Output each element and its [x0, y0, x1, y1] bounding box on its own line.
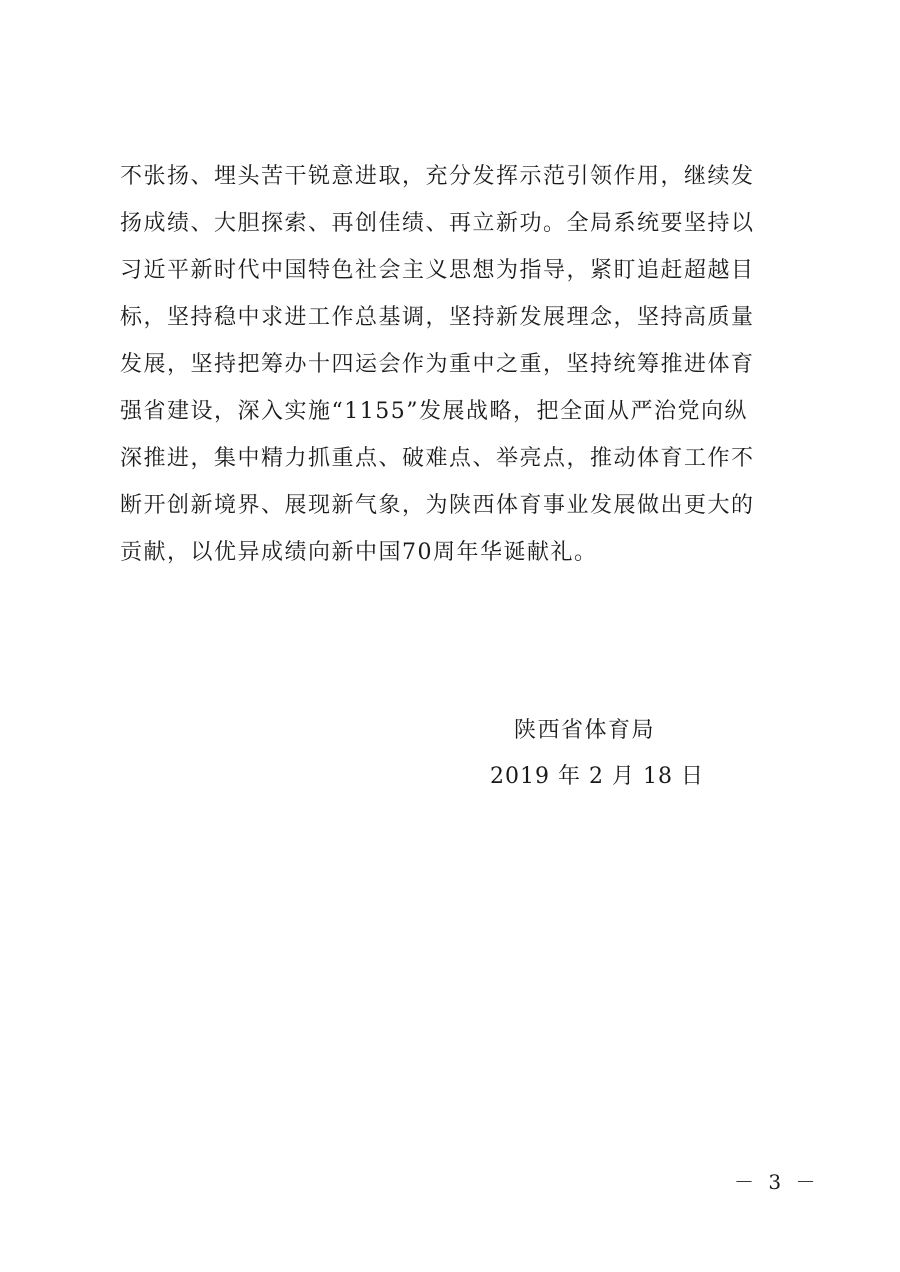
paragraph-line-2: 扬成绩、大胆探索、再创佳绩、再立新功。全局系统要坚持以 [120, 211, 755, 236]
paragraph-line-8: 断开创新境界、展现新气象，为陕西体育事业发展做出更大的 [120, 493, 755, 518]
paragraph-line-9: 贡献，以优异成绩向新中国70周年华诞献礼。 [120, 540, 598, 565]
paragraph-line-6: 强省建设，深入实施“1155”发展战略，把全面从严治党向纵 [120, 399, 748, 424]
page-number: － 3 － [734, 1170, 820, 1194]
paragraph-line-4: 标，坚持稳中求进工作总基调，坚持新发展理念，坚持高质量 [120, 305, 755, 330]
issue-date: 2019 年 2 月 18 日 [490, 764, 704, 789]
issuing-organization: 陕西省体育局 [514, 718, 656, 743]
paragraph-line-1: 不张扬、埋头苦干锐意进取，充分发挥示范引领作用，继续发 [120, 164, 755, 189]
paragraph-line-5: 发展，坚持把筹办十四运会作为重中之重，坚持统筹推进体育 [120, 352, 755, 377]
paragraph-line-7: 深推进，集中精力抓重点、破难点、举亮点，推动体育工作不 [120, 446, 755, 471]
paragraph-line-3: 习近平新时代中国特色社会主义思想为指导，紧盯追赶超越目 [120, 258, 755, 283]
